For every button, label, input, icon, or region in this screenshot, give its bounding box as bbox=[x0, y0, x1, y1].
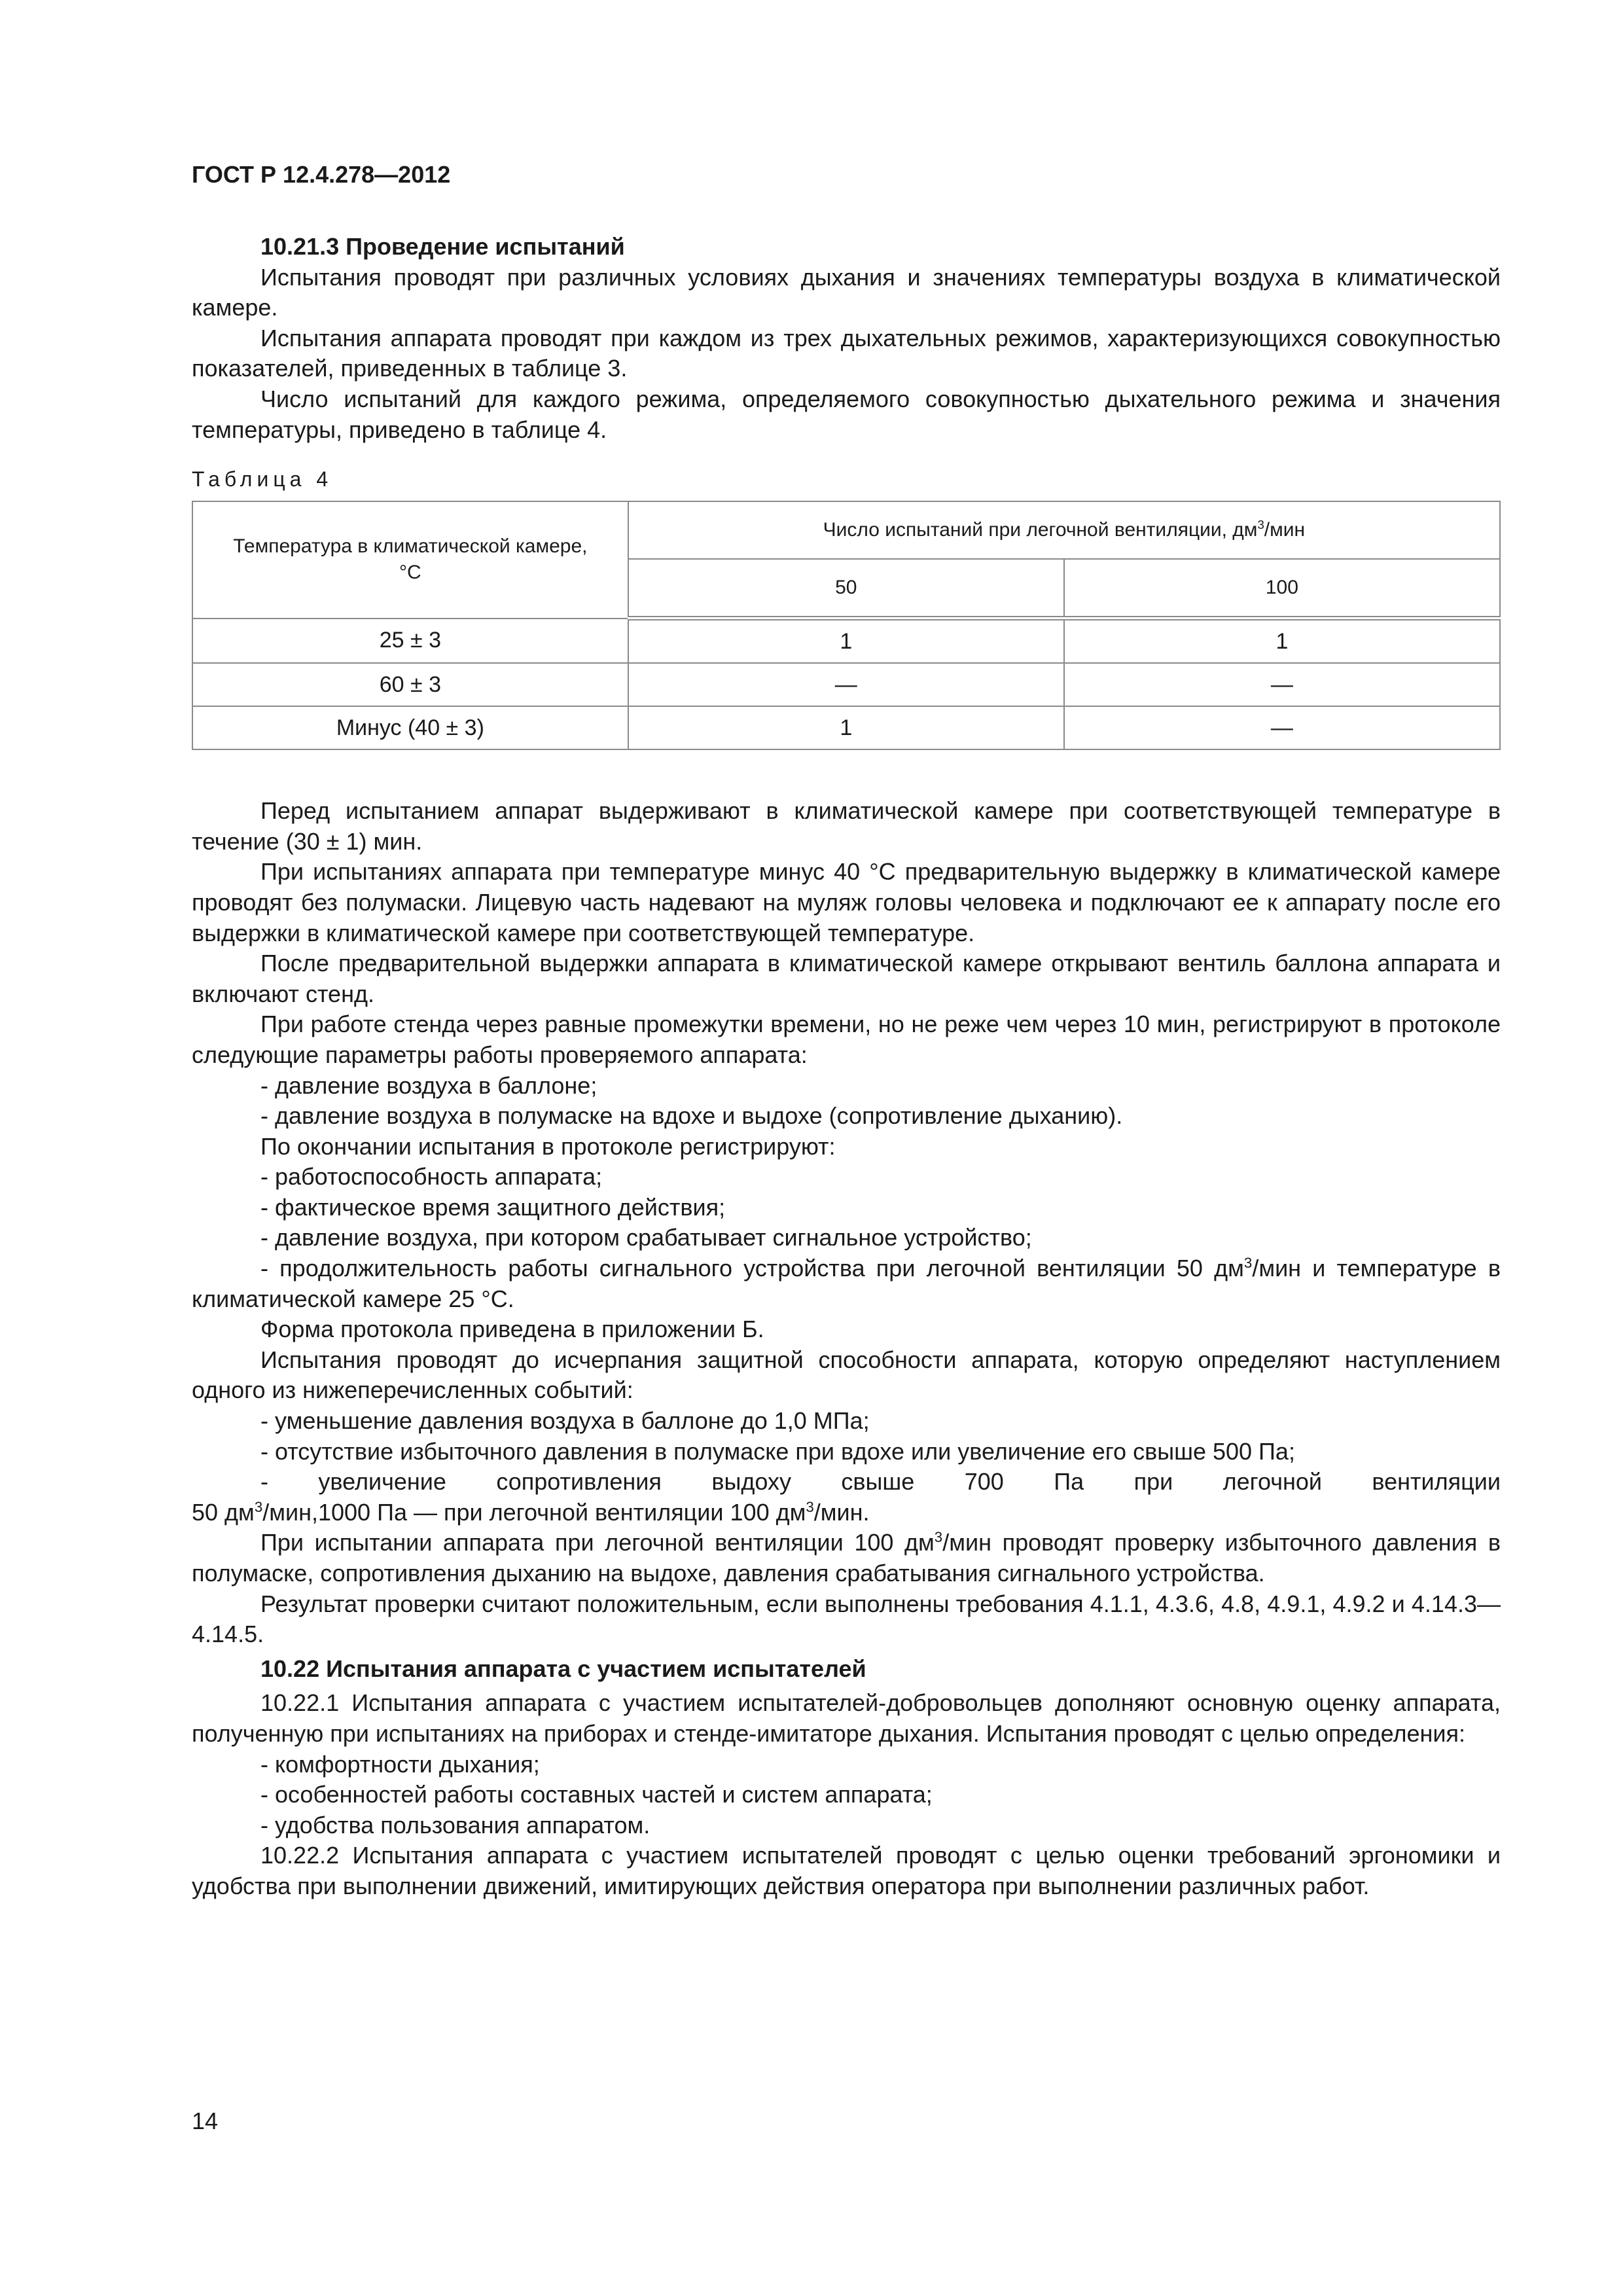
header-test-count: Число испытаний при легочной вентиляции, $дм^3$/мин bbox=[628, 501, 1500, 559]
cell-temperature: 60 ± 3 bbox=[192, 663, 628, 706]
paragraph: Испытания проводят до исчерпания защитной способности аппарата, которую определяют наступлением одного из нижеперечисленных событий: bbox=[192, 1346, 1501, 1404]
list-item-continuation: 50 $дм^3/мин,1000$ Па — при легочной вентиляции 100 $дм^3$/мин. bbox=[192, 1498, 870, 1526]
cell-vent-50: — bbox=[628, 663, 1064, 706]
cell-vent-50: 1 bbox=[628, 619, 1064, 664]
paragraph: После предварительной выдержки аппарата в климатической камере открывают вентиль баллона аппарата и включают стенд. bbox=[192, 950, 1501, 1007]
paragraph: 10.22.2 Испытания аппарата с участием испытателей проводят с целью оценки требований эргономики и удобства при выполнении движений, имитирующих действия оператора при выполнении различных работ. bbox=[192, 1842, 1501, 1899]
list-item-line: - увеличение сопротивления выдоху свыше 700 Па при легочной вентиляции bbox=[260, 1468, 1501, 1496]
cell-vent-100: 1 bbox=[1064, 619, 1500, 664]
paragraph: 10.22.1 Испытания аппарата с участием испытателей-добровольцев дополняют основную оценку аппарата, полученную при испытаниях на приборах и стенде-имитаторе дыхания. Испытания проводят с целью определения: bbox=[192, 1689, 1501, 1747]
paragraph: Испытания проводят при различных условиях дыхания и значениях температуры воздуха в климатической камере. bbox=[192, 263, 1501, 321]
document-code: ГОСТ Р 12.4.278—2012 bbox=[192, 161, 451, 188]
cell-temperature: Минус (40 ± 3) bbox=[192, 706, 628, 749]
table-4 bbox=[192, 501, 1501, 750]
table-header-row bbox=[192, 501, 1500, 559]
list-item: - удобства пользования аппаратом. bbox=[260, 1811, 651, 1839]
list-item: - отсутствие избыточного давления в полумаске при вдохе или увеличение его свыше 500 Па; bbox=[260, 1437, 1295, 1465]
list-item: - давление воздуха в полумаске на вдохе и выдохе (сопротивление дыханию). bbox=[260, 1102, 1123, 1130]
list-item: - давление воздуха в баллоне; bbox=[260, 1071, 597, 1099]
list-item: - комфортности дыхания; bbox=[260, 1750, 540, 1778]
paragraph: При испытании аппарата при легочной вентиляции 100 $дм^3$/мин проводят проверку избыточного давления в полумаске, сопротивления дыханию на выдохе, давления срабатывания сигнального устройства. bbox=[192, 1529, 1501, 1587]
paragraph: Перед испытанием аппарат выдерживают в климатической камере при соответствующей температуре в течение (30 ± 1) мин. bbox=[192, 797, 1501, 855]
list-item: - давление воздуха, при котором срабатывает сигнальное устройство; bbox=[260, 1224, 1032, 1251]
list-item: - уменьшение давления воздуха в баллоне до 1,0 МПа; bbox=[260, 1407, 870, 1435]
paragraph: При испытаниях аппарата при температуре минус 40 °С предварительную выдержку в климатической камере проводят без полумаски. Лицевую часть надевают на муляж головы человека и подключают ее к аппарату после его выдержки в климатической камере при соответствующей температуре. bbox=[192, 858, 1501, 946]
table-caption: Таблица 4 bbox=[192, 467, 333, 492]
header-temperature bbox=[192, 501, 628, 619]
list-item: - фактическое время защитного действия; bbox=[260, 1193, 726, 1221]
paragraph: При работе стенда через равные промежутки времени, но не реже чем через 10 мин, регистрируют в протоколе следующие параметры работы проверяемого аппарата: bbox=[192, 1011, 1501, 1068]
paragraph: Число испытаний для каждого режима, определяемого совокупностью дыхательного режима и значения температуры, приведено в таблице 4. bbox=[192, 385, 1501, 443]
header-temperature-unit: °С bbox=[399, 562, 421, 584]
paragraph: Результат проверки считают положительным, если выполнены требования 4.1.1, 4.3.6, 4.8, 4.9.1, 4.9.2 и 4.14.3—4.14.5. bbox=[192, 1590, 1501, 1648]
header-temperature-line1: Температура в климатической камере, bbox=[233, 535, 588, 558]
list-item: - особенностей работы составных частей и систем аппарата; bbox=[260, 1781, 933, 1808]
cell-temperature: 25 ± 3 bbox=[192, 619, 628, 664]
heading-10-22: 10.22 Испытания аппарата с участием испытателей bbox=[260, 1655, 866, 1682]
header-vent-50: 50 bbox=[628, 559, 1064, 619]
table-row bbox=[192, 706, 1500, 749]
table-row bbox=[192, 619, 1500, 664]
paragraph: По окончании испытания в протоколе регистрируют: bbox=[260, 1132, 836, 1160]
text-flow bbox=[192, 232, 1501, 1902]
header-vent-100: 100 bbox=[1064, 559, 1500, 619]
cell-vent-50: 1 bbox=[628, 706, 1064, 749]
cell-vent-100: — bbox=[1064, 706, 1500, 749]
table-row bbox=[192, 663, 1500, 706]
heading-10-21-3: 10.21.3 Проведение испытаний bbox=[260, 233, 625, 260]
list-item: - продолжительность работы сигнального устройства при легочной вентиляции 50 $дм^3$/мин и температуре в климатической камере 25 °С. bbox=[192, 1255, 1501, 1312]
cell-vent-100: — bbox=[1064, 663, 1500, 706]
paragraph: Испытания аппарата проводят при каждом из трех дыхательных режимов, характеризующихся совокупностью показателей, приведенных в таблице 3. bbox=[192, 324, 1501, 382]
page-number: 14 bbox=[192, 2108, 219, 2134]
list-item: - работоспособность аппарата; bbox=[260, 1163, 603, 1191]
paragraph: Форма протокола приведена в приложении Б. bbox=[260, 1316, 764, 1343]
